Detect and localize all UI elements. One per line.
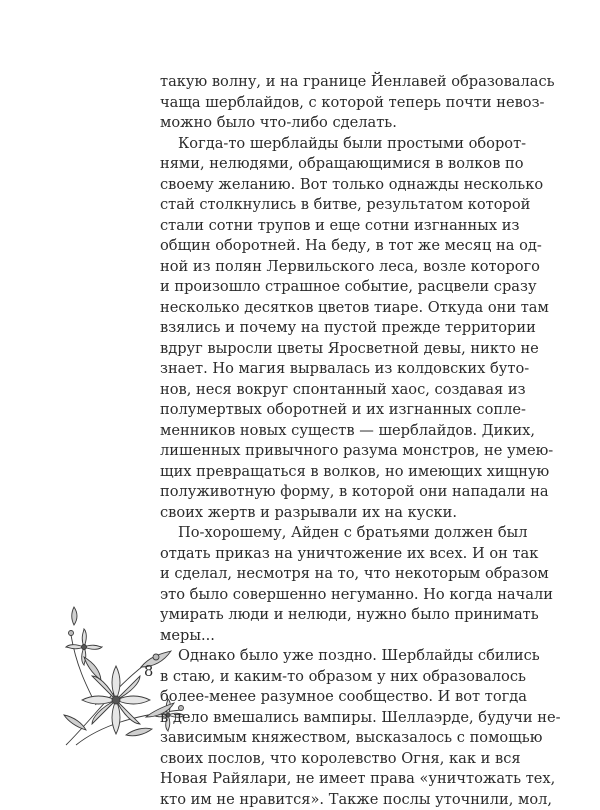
text-line: и произошло страшное событие, расцвели сразу — [160, 277, 482, 298]
text-line: менников новых существ — шерблайдов. Диких, — [160, 421, 482, 442]
text-line: общин оборотней. На беду, в тот же месяц на од- — [160, 236, 482, 257]
text-line: Новая Райялари, не имеет права «уничтожать тех, — [160, 769, 482, 790]
text-line: умирать люди и нелюди, нужно было принимать — [160, 605, 482, 626]
text-line: более-менее разумное сообщество. И вот тогда — [160, 687, 482, 708]
text-line: несколько десятков цветов тиаре. Откуда они там — [160, 298, 482, 319]
text-line: чаща шерблайдов, с которой теперь почти невоз- — [160, 93, 482, 114]
text-line: ной из полян Лервильского леса, возле которого — [160, 257, 482, 278]
text-line: Когда-то шерблайды были простыми оборот- — [160, 134, 482, 155]
text-line: своему желанию. Вот только однажды несколько — [160, 175, 482, 196]
text-line: своих послов, что королевство Огня, как и вся — [160, 749, 482, 770]
text-line: кто им не нравится». Также послы уточнили, мол, — [160, 790, 482, 810]
text-line: стали сотни трупов и еще сотни изгнанных из — [160, 216, 482, 237]
page-number: 8 — [144, 662, 153, 682]
text-line: такую волну, и на границе Йенлавей образовалась — [160, 72, 482, 93]
text-line: нов, неся вокруг спонтанный хаос, создавая из — [160, 380, 482, 401]
text-line: меры... — [160, 626, 482, 647]
text-line: взялись и почему на пустой прежде территории — [160, 318, 482, 339]
text-line: Однако было уже поздно. Шерблайды сбились — [160, 646, 482, 667]
text-line: нями, нелюдями, обращающимися в волков по — [160, 154, 482, 175]
text-line: это было совершенно негуманно. Но когда начали — [160, 585, 482, 606]
text-line: своих жертв и разрывали их на куски. — [160, 503, 482, 524]
text-line: отдать приказ на уничтожение их всех. И он так — [160, 544, 482, 565]
text-line: щих превращаться в волков, но имеющих хищную — [160, 462, 482, 483]
text-line: зависимым княжеством, высказалось с помощью — [160, 728, 482, 749]
text-line: полумертвых оборотней и их изгнанных сопле- — [160, 400, 482, 421]
text-line: полуживотную форму, в которой они нападали на — [160, 482, 482, 503]
body-text — [160, 72, 482, 810]
text-line: вдруг выросли цветы Яросветной девы, никто не — [160, 339, 482, 360]
text-line: стай столкнулись в битве, результатом которой — [160, 195, 482, 216]
text-line: По-хорошему, Айден с братьями должен был — [160, 523, 482, 544]
text-line: и сделал, несмотря на то, что некоторым образом — [160, 564, 482, 585]
text-line: в дело вмешались вампиры. Шеллаэрде, будучи не- — [160, 708, 482, 729]
text-line: лишенных привычного разума монстров, не умею- — [160, 441, 482, 462]
text-line: знает. Но магия вырвалась из колдовских буто- — [160, 359, 482, 380]
text-line: можно было что-либо сделать. — [160, 113, 482, 134]
text-line: в стаю, и каким-то образом у них образовалось — [160, 667, 482, 688]
